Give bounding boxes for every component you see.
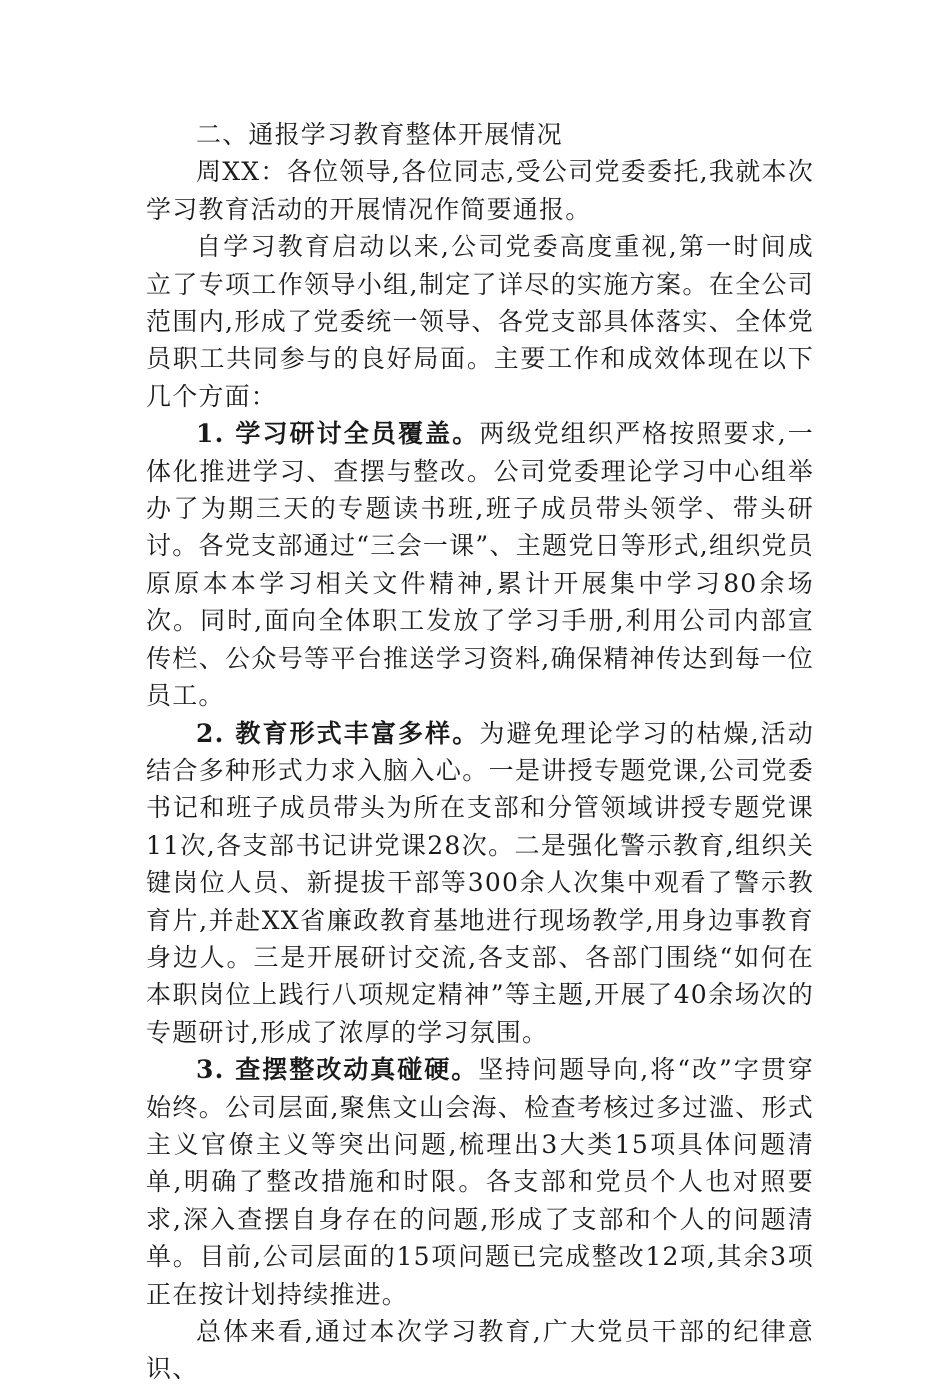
item-2-body: 为避免理论学习的枯燥,活动结合多种形式力求入脑入心。一是讲授专题党课,公司党委书记和班子成员带头为所在支部和分管领域讲授专题党课11次,各支部书记讲党课28次。二是强化警示教育,组织关键岗位人员、新提拔干部等300余人次集中观看了警示教育片,并赴XX省廉政教育基地进行现场教学,用身边事教育身边人。三是开展研讨交流,各支部、各部门围绕“如何在本职岗位上践行八项规定精神”等主题,开展了40余场次的专题研讨,形成了浓厚的学习氛围。 (146, 718, 814, 1047)
summary-paragraph: 总体来看,通过本次学习教育,广大党员干部的纪律意识、 (146, 1317, 814, 1384)
item-3-lead: 3. 查摆整改动真碰硬。 (196, 1055, 479, 1085)
item-1-lead: 1. 学习研讨全员覆盖。 (196, 419, 480, 449)
overview-paragraph: 自学习教育启动以来,公司党委高度重视,第一时间成立了专项工作领导小组,制定了详尽的实施方案。在全公司范围内,形成了党委统一领导、各党支部具体落实、全体党员职工共同参与的良好局面。主要工作和成效体现在以下几个方面： (146, 232, 814, 411)
item-3-paragraph (146, 1051, 814, 1313)
item-2-lead: 2. 教育形式丰富多样。 (196, 718, 480, 748)
document-body (146, 116, 814, 1388)
item-3-body: 坚持问题导向,将“改”字贯穿始终。公司层面,聚焦文山会海、检查考核过多过滥、形式主义官僚主义等突出问题,梳理出3大类15项具体问题清单,明确了整改措施和时限。各支部和党员个人也对照要求,深入查摆自身存在的问题,形成了支部和个人的问题清单。目前,公司层面的15项问题已完成整改12项,其余3项正在按计划持续推进。 (146, 1055, 815, 1309)
item-1-paragraph (146, 415, 814, 714)
item-2-paragraph (146, 715, 814, 1052)
item-1-body: 两级党组织严格按照要求,一体化推进学习、查摆与整改。公司党委理论学习中心组举办了为期三天的专题读书班,班子成员带头领学、带头研讨。各党支部通过“三会一课”、主题党日等形式,组织党员原原本本学习相关文件精神,累计开展集中学习80余场次。同时,面向全体职工发放了学习手册,利用公司内部宣传栏、公众号等平台推送学习资料,确保精神传达到每一位员工。 (146, 419, 814, 711)
section-heading: 二、通报学习教育整体开展情况 (196, 120, 563, 149)
intro-paragraph: 周XX：各位领导,各位同志,受公司党委委托,我就本次学习教育活动的开展情况作简要通报。 (146, 157, 814, 224)
